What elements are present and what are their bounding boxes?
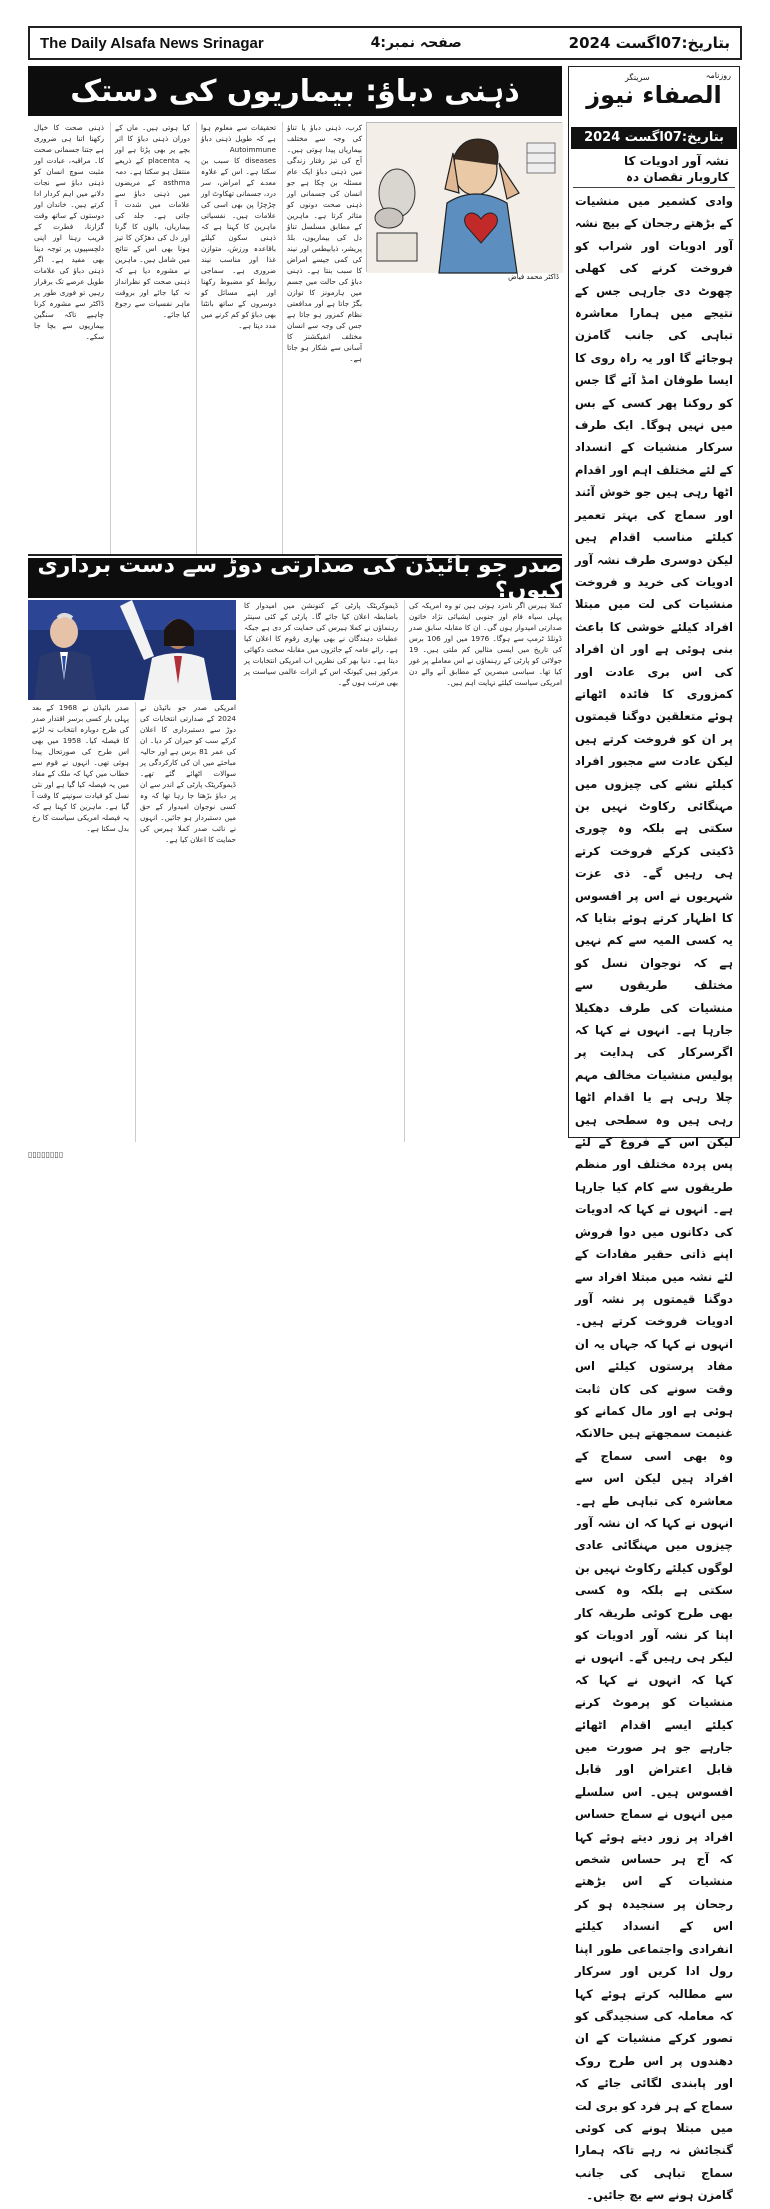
newspaper-page [28,26,742,2203]
article2-text-right [240,600,562,1142]
illustration-caption: ڈاکٹر محمد فیاض [508,273,559,281]
article2-text-left [28,702,236,1142]
article1-column: ذہنی صحت کا خیال رکھنا اتنا ہی ضروری ہے جتنا جسمانی صحت کا۔ مراقبہ، عبادت اور مثبت سوچ انسان کو ذہنی دباؤ سے نجات دلانے میں اہم کردار ادا کرتے ہیں۔ خاندان اور دوستوں کے ساتھ وقت گزارنا، فطرت کے قریب رہنا اور اپنی دلچسپیوں پر توجہ دینا بھی مفید ہے۔ اگر ذہنی دباؤ کی علامات طویل عرصے تک برقرار رہیں تو فوری طور پر ڈاکٹر سے مشورہ کرنا چاہیے تاکہ سنگین بیماریوں سے بچا جا سکے۔ [34,123,104,341]
masthead-date: بتاریخ:07اگست 2024 [568,34,730,52]
masthead-bar [28,26,742,60]
article1-text-left [28,122,362,554]
editorial-title: نشہ آور ادویات کا کاروبار نقصان دہ [573,149,735,188]
page-number: صفحہ نمبر:4 [370,35,462,51]
editorial-body: وادی کشمیر میں منشیات کے بڑھتے رجحان کے بیچ نشہ آور ادویات اور شراب کو فروخت کرنے کی کھلی چھوٹ دی جارہی جس کے نتیجے میں ہمارا معاشرہ تباہی کی جانب گامزن ہوجائے گا اور یہ راہ روی کا ایسا طوفان امڈ آئے گا جس کو روکنا پھر کسی کے بس میں نہیں ہوگا۔ ایک طرف سرکار منشیات کے انسداد کے لئے مختلف اہم اور اقدام اٹھا رہی ہیں جو خوش آئند اور سماج کی بہتر تعمیر کیلئے مناسب اقدام ہیں لیکن دوسری طرف نشہ آور ادویات کی خرید و فروخت منشیات کی لت میں مبتلا افراد کیلئے خوشی کا باعث بنی ہوئی ہے اور ان افراد کی اس بری عادت اور کمزوری کا فائدہ اٹھاتے ہوئے متعلقین دوگنا قیمتوں پر ان کو فروخت کرتے ہیں لیکن عادت سے مجبور افراد کیلئے نشے کی چیزوں میں مہنگائی رکاوٹ نہیں بن سکتی ہے بلکہ وہ چوری ڈکیتی کرکے فروخت کرتے ہی رہیں گے۔ ذی عزت شہریوں نے اس پر افسوس کا اظہار کرتے ہوئے بتایا کہ یہ کسی المیہ سے کم نہیں ہے کہ نوجوان نسل کو مختلف طریقوں سے منشیات کی طرف دھکیلا جارہا ہے۔ انہوں نے کہا کہ اگرسرکار کی ہدایت پر پولیس منشیات مخالف مہم چلا رہی ہے یا اقدام اٹھا رہی ہیں وہ سطحی ہیں لیکن اس کے فروغ کے لئے پس پردہ مختلف اور منظم طریقوں سے کام کیا جارہا ہے۔ انہوں نے کہا کہ ادویات کی دکانوں میں دوا فروش اپنے ذاتی حقیر مفادات کے لئے نشہ میں مبتلا افراد سے دوگنا قیمتوں پر نشہ آور ادویات فروخت کرتے ہیں۔ انہوں نے کہا کہ جہاں یہ ان مفاد پرستوں کیلئے اس وقت سونے کی کان ثابت ہوئی ہے اور مال کمانے کو غنیمت سمجھتے ہیں حالانکہ وہ بھی اسی سماج کے افراد ہیں لیکن اس سے معاشرہ کی تباہی طے ہے۔ انہوں نے کہا کہ ان نشہ آور چیزوں میں مہنگائی عادی لوگوں کیلئے رکاوٹ نہیں بن سکتی ہے بلکہ وہ کسی بھی طرح کوئی طریقہ کار اپنا کر نشہ آور ادویات کو لیکر ہی رہیں گے۔ انہوں نے کہا کہ انہوں نے کہا کہ منشیات کو پرموٹ کرنے کیلئے ایسے اقدام اٹھائے جارہے جو ہر صورت میں قابل اعتراض اور قابل افسوس ہیں۔ اس سلسلے میں انہوں نے سماج حساس افراد پر زور دیتے ہوئے کہا کہ آج ہر حساس شخص منشیات کے اس بڑھتے رجحان پر سنجیدہ ہو کر اس کے انسداد کیلئے انفرادی واجتماعی طور اپنا رول ادا کریں اور سرکار سے مطالبہ کرتے ہوئے کہا کہ معاملہ کی سنجیدگی کو تصور کرکے منشیات کے ان دھندوں پر اس طرح روک اور پابندی لگائی جائے کہ سماج کے ہر فرد کو بری لت میں مبتلا ہونے کی کوئی گنجائش نہ رہے تاکہ ہمارا سماج تباہی کی جانب گامزن ہونے سے بچ جائیں۔ [575,194,733,2203]
article2-headline: صدر جو بائیڈن کی صدارتی دوڑ سے دست برداری کیوں؟ [28,558,562,598]
stressed-man-illustration [367,123,563,273]
footer-code: ▯▯▯▯▯▯▯▯ [28,1150,64,1159]
article2-column: صدر بائیڈن نے 1968 کے بعد پہلی بار کسی برسر اقتدار صدر کی طرح دوبارہ انتخاب نہ لڑنے کا فیصلہ کیا۔ 1958 میں بھی اس طرح کی صورتحال پیدا ہوئی تھی۔ انہوں نے قوم سے خطاب میں کہا کہ ملک کے مفاد میں یہ فیصلہ کیا گیا ہے اور نئی نسل کو قیادت سونپنے کا وقت آ گیا ہے۔ ماہرین کا کہنا ہے کہ یہ فیصلہ امریکی سیاست کا رخ بدل سکتا ہے۔ [32,703,129,833]
brand-name: الصفاء نیوز [586,81,722,109]
editorial-column [568,66,740,2203]
article1-column: کیا ہوتی ہیں۔ ماں کے دوران ذہنی دباؤ کا اثر بچے پر بھی پڑتا ہے اور یہ placenta کے ذریعے منتقل ہو سکتا ہے۔ دمہ asthma کے مریضوں میں ذہنی دباؤ سے علامات میں شدت آ جاتی ہے۔ جلد کی بیماریاں، بالوں کا گرنا اور دل کی دھڑکن کا تیز ہونا بھی اس کے نتائج میں شامل ہیں۔ ماہرین نے مشورہ دیا ہے کہ ذہنی صحت کو نظرانداز نہ کیا جائے اور بروقت ماہر نفسیات سے رجوع کیا جائے۔ [110,122,190,554]
politicians-photo [28,600,236,700]
article1-column: تحقیقات سے معلوم ہوا ہے کہ طویل ذہنی دباؤ Autoimmune diseases کا سبب بن سکتا ہے۔ اس کے علاوہ معدے کے امراض، سر درد، جسمانی تھکاوٹ اور چڑچڑا پن بھی اسی کی علامات ہیں۔ نفسیاتی ماہرین کا کہنا ہے کہ ذہنی سکون کیلئے باقاعدہ ورزش، متوازن غذا اور مناسب نیند ضروری ہے۔ سماجی روابط کو مضبوط رکھنا اور اپنے مسائل کو دوسروں کے ساتھ بانٹنا بھی دباؤ کو کم کرنے میں مدد دیتا ہے۔ [196,122,276,554]
brand-daily: روزنامہ [705,71,731,80]
article2-column: کملا ہیرس اگر نامزد ہوتی ہیں تو وہ امریکہ کی پہلی سیاہ فام اور جنوبی ایشیائی نژاد خاتون صدارتی امیدوار ہوں گی۔ ان کا مقابلہ سابق صدر ڈونلڈ ٹرمپ سے ہوگا۔ 1976 میں اور 106 برس کی تاریخ میں ایسی مثالیں کم ملتی ہیں۔ 19 جولائی کو پارٹی کے رہنماؤں نے اس معاملے پر غور کیا تھا۔ سیاسی مبصرین کے مطابق آنے والے دن امریکی سیاست کیلئے نہایت اہم ہیں۔ [404,600,562,1142]
brand-city: سرینگر [625,73,650,82]
paper-title: The Daily Alsafa News Srinagar [40,34,264,52]
article1-headline: ذہنی دباؤ: بیماریوں کی دستک [28,66,562,116]
article1-column: کرب، ذہنی دباؤ یا تناؤ کی وجہ سے مختلف بیماریاں پیدا ہوتی ہیں۔ آج کی تیز رفتار زندگی میں ذہنی دباؤ ایک عام مسئلہ بن چکا ہے جو انسان کی جسمانی اور ذہنی صحت دونوں کو متاثر کرتا ہے۔ ماہرین کے مطابق مسلسل تناؤ دل کی بیماریوں، بلڈ پریشر، ذیابیطس اور نیند کی کمی جیسے امراض کا سبب بنتا ہے۔ ذہنی دباؤ کی حالت میں جسم میں ہارمونز کا توازن بگڑ جاتا ہے اور مدافعتی نظام کمزور ہو جاتا ہے جس کی وجہ سے انسان مختلف انفیکشنز کا آسانی سے شکار ہو جاتا ہے۔ [282,122,362,554]
editorial-date: بتاریخ:07اگست 2024 [571,127,737,149]
biden-harris-photo [28,600,236,700]
article2-column: ڈیموکریٹک پارٹی کے کنونشن میں امیدوار کا باضابطہ اعلان کیا جائے گا۔ پارٹی کے کئی سینئر رہنماؤں نے کملا ہیرس کی حمایت کر دی ہے جبکہ عطیات دہندگان نے بھی بھاری رقوم کا اعلان کیا ہے۔ رائے عامہ کے جائزوں میں مقابلہ سخت دکھائی دیتا ہے۔ دنیا بھر کی نظریں اب امریکی انتخابات پر مرکوز ہیں کیونکہ اس کے اثرات عالمی سیاست پر بھی مرتب ہوں گے۔ [244,601,398,687]
article2-column: امریکی صدر جو بائیڈن نے 2024 کے صدارتی انتخابات کی دوڑ سے دستبرداری کا اعلان کرکے سب کو حیران کر دیا۔ ان کی عمر 81 برس ہے اور حالیہ مباحثے میں ان کی کارکردگی پر سوالات اٹھائے گئے تھے۔ ڈیموکریٹک پارٹی کے اندر سے ان پر دباؤ بڑھتا جا رہا تھا کہ وہ کسی نوجوان امیدوار کے حق میں دستبردار ہو جائیں۔ انہوں نے نائب صدر کملا ہیرس کی حمایت کا اعلان کیا ہے۔ [135,702,236,1142]
stress-illustration [366,122,562,272]
brand-block [569,67,739,127]
